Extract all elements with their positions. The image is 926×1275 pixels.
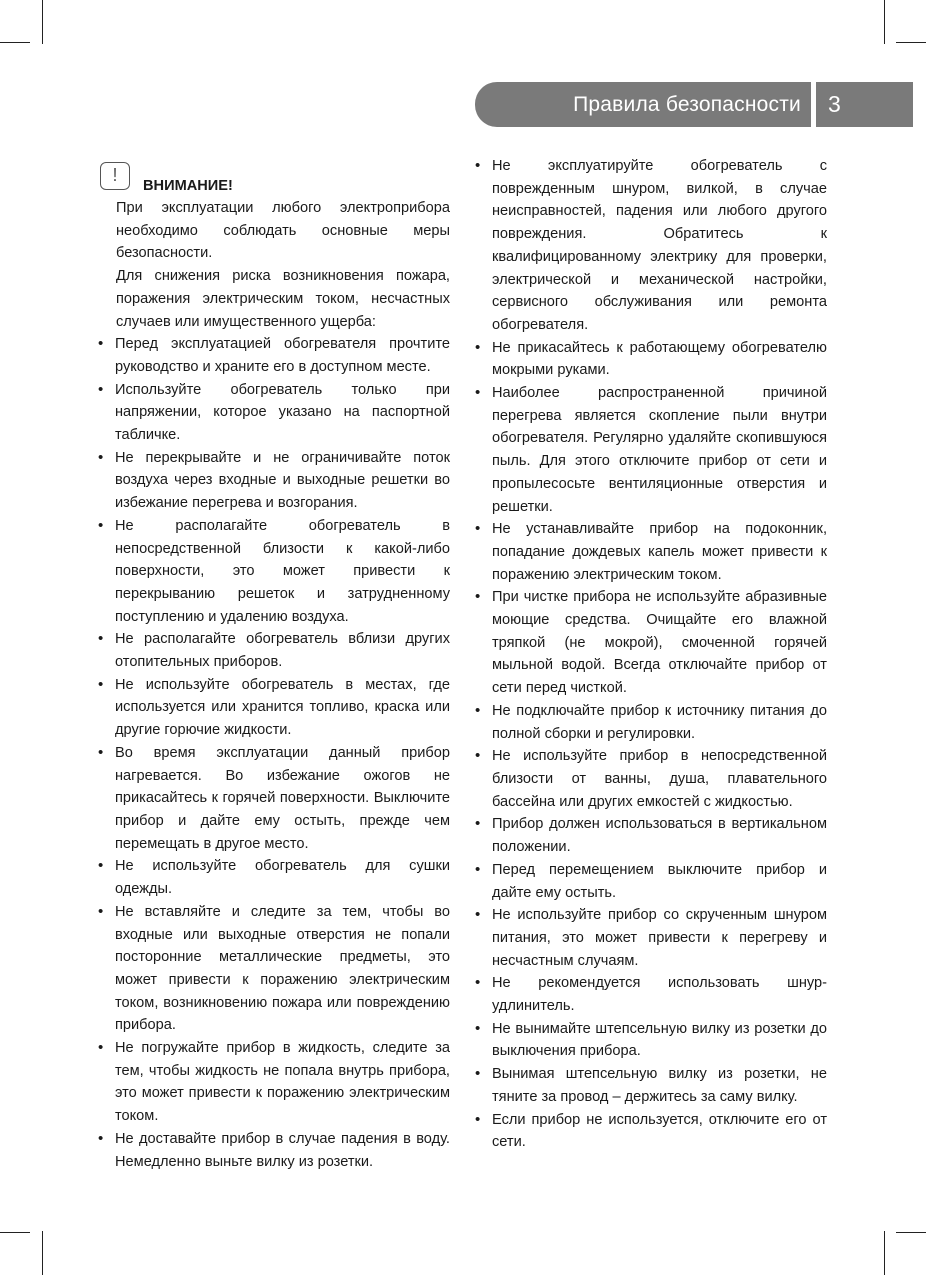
safety-list-item: • Перед перемещением выключите прибор и дайте ему остыть. [473, 859, 827, 904]
safety-list-item: • Не подключайте прибор к источнику питания до полной сборки и регулировки. [473, 700, 827, 745]
safety-list-item: • Не эксплуатируйте обогреватель с поврежденным шнуром, вилкой, в случае неисправностей, падения или любого другого повреждения. Обратитесь к квалифицированному электрику для проверки, электрической и механической настройки, сервисного обслуживания или ремонта обогревателя. [473, 155, 827, 337]
crop-mark [42, 1231, 43, 1275]
safety-list-item: • Не рекомендуется использовать шнур-удлинитель. [473, 972, 827, 1017]
page-number-box [816, 82, 913, 127]
safety-list-item: • Вынимая штепсельную вилку из розетки, не тяните за провод – держитесь за саму вилку. [473, 1063, 827, 1108]
safety-list-item: • Наиболее распространенной причиной перегрева является скопление пыли внутри обогревателя. Регулярно удаляйте скопившуюся пыль. Для этого отключите прибор от сети и пропылесосьте вентиляционные отверстия и решетки. [473, 382, 827, 518]
crop-mark [0, 1232, 30, 1233]
left-column [96, 155, 450, 1173]
safety-list-item: • Используйте обогреватель только при напряжении, которое указано на паспортной табличке. [96, 379, 450, 447]
safety-list-item: • При чистке прибора не используйте абразивные моющие средства. Очищайте его влажной тряпкой (не мокрой), смоченной горячей мыльной водой. Всегда отключайте прибор от сети перед чисткой. [473, 586, 827, 700]
warning-intro [96, 197, 450, 333]
safety-list-item: • Не используйте обогреватель в местах, где используется или хранится топливо, краска или другие горючие жидкости. [96, 674, 450, 742]
safety-list-item: • Не вставляйте и следите за тем, чтобы во входные или выходные отверстия не попали посторонние металлические предметы, это может привести к поражению электрическим током, возникновению пожара или повреждению прибора. [96, 901, 450, 1037]
safety-list-item: • Не используйте прибор в непосредственной близости от ванны, душа, плавательного бассейна или других емкостей с жидкостью. [473, 745, 827, 813]
safety-list-item: • Не используйте прибор со скрученным шнуром питания, это может привести к перегреву и несчастным случаям. [473, 904, 827, 972]
safety-list-item: • Если прибор не используется, отключите его от сети. [473, 1109, 827, 1154]
intro-paragraph: Для снижения риска возникновения пожара, поражения электрическим током, несчастных случаев или имущественного ущерба: [116, 268, 450, 330]
crop-mark [42, 0, 43, 44]
right-column [473, 155, 827, 1154]
section-header [475, 82, 811, 127]
safety-list-item: • Не используйте обогреватель для сушки одежды. [96, 855, 450, 900]
safety-list-item: • Не перекрывайте и не ограничивайте поток воздуха через входные и выходные решетки во избежание перегрева и возгорания. [96, 447, 450, 515]
right-safety-list [473, 155, 827, 1154]
safety-list-item: • Прибор должен использоваться в вертикальном положении. [473, 813, 827, 858]
crop-mark [884, 1231, 885, 1275]
left-safety-list [96, 333, 450, 1173]
safety-list-item: • Не погружайте прибор в жидкость, следите за тем, чтобы жидкость не попала внутрь прибора, это может привести к поражению электрическим током. [96, 1037, 450, 1128]
exclamation-icon: ! [100, 162, 130, 190]
crop-mark [896, 42, 926, 43]
safety-list-item: • Не вынимайте штепсельную вилку из розетки до выключения прибора. [473, 1018, 827, 1063]
safety-list-item: • Во время эксплуатации данный прибор нагревается. Во избежание ожогов не прикасайтесь к горячей поверхности. Выключите прибор и дайте ему остыть, прежде чем перемещать в другое место. [96, 742, 450, 856]
crop-mark [0, 42, 30, 43]
crop-mark [896, 1232, 926, 1233]
warning-title: ВНИМАНИЕ! [143, 178, 233, 194]
crop-mark [884, 0, 885, 44]
warning-heading [96, 155, 450, 197]
safety-list-item: • Не прикасайтесь к работающему обогревателю мокрыми руками. [473, 337, 827, 382]
safety-list-item: • Не располагайте обогреватель вблизи других отопительных приборов. [96, 628, 450, 673]
safety-list-item: • Не устанавливайте прибор на подоконник, попадание дождевых капель может привести к поражению электрическим током. [473, 518, 827, 586]
safety-list-item: • Не располагайте обогреватель в непосредственной близости к какой-либо поверхности, это может привести к перекрыванию решеток и затрудненному поступлению и удалению воздуха. [96, 515, 450, 629]
intro-paragraph: При эксплуатации любого электроприбора необходимо соблюдать основные меры безопасности. [116, 200, 450, 262]
safety-list-item: • Перед эксплуатацией обогревателя прочтите руководство и храните его в доступном месте. [96, 333, 450, 378]
section-title: Правила безопасности [573, 93, 801, 116]
page-number: 3 [828, 91, 841, 117]
safety-list-item: • Не доставайте прибор в случае падения в воду. Немедленно выньте вилку из розетки. [96, 1128, 450, 1173]
